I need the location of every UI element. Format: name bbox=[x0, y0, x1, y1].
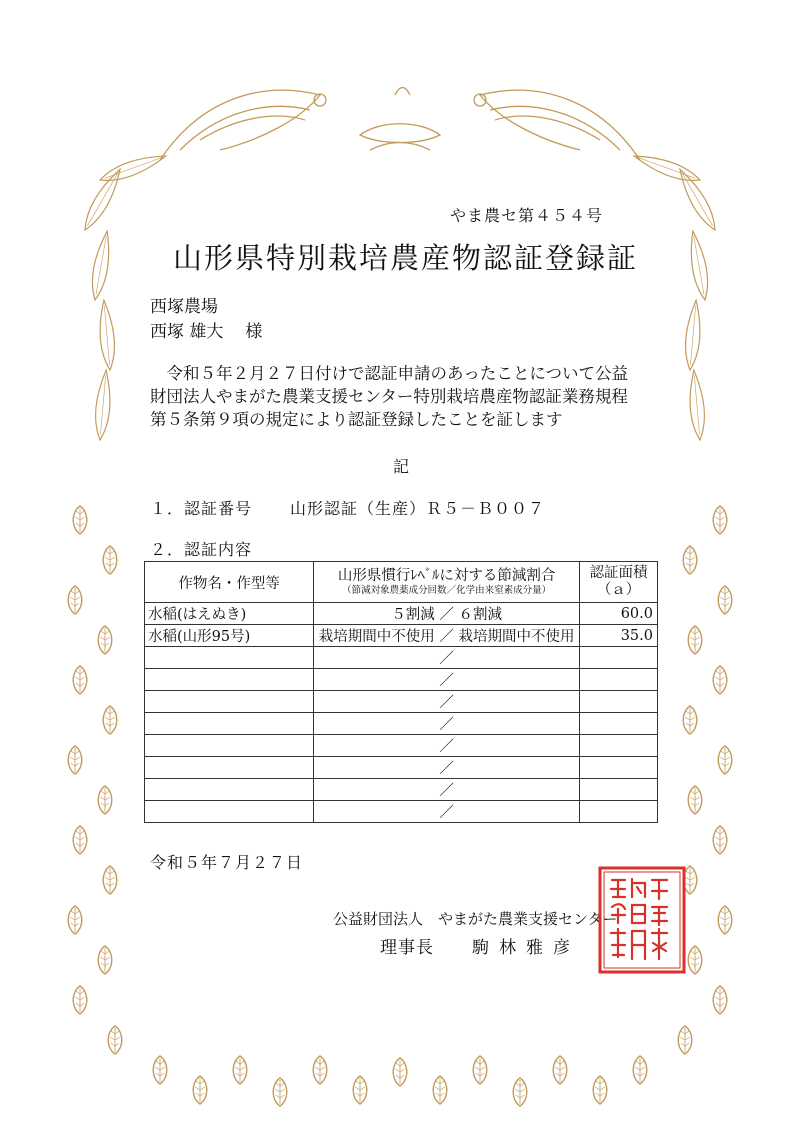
table-row bbox=[145, 603, 658, 625]
cell-reduction: ／ bbox=[314, 757, 580, 779]
cell-area bbox=[580, 713, 658, 735]
cell-reduction: ／ bbox=[314, 735, 580, 757]
table-row bbox=[145, 669, 658, 691]
cell-reduction: ／ bbox=[314, 691, 580, 713]
cell-crop bbox=[145, 691, 314, 713]
table-header-row bbox=[145, 562, 658, 603]
cell-area bbox=[580, 735, 658, 757]
issuer-name: 駒林雅彦 bbox=[472, 938, 580, 958]
certificate-title: 山形県特別栽培農産物認証登録証 bbox=[173, 241, 639, 275]
cell-area bbox=[580, 801, 658, 823]
table-row bbox=[145, 647, 658, 669]
cell-reduction: ／ bbox=[314, 801, 580, 823]
cell-area: 35.0 bbox=[580, 625, 658, 647]
official-seal bbox=[597, 865, 687, 975]
cell-crop bbox=[145, 647, 314, 669]
recipient-name: 西塚 雄大 bbox=[150, 322, 224, 342]
document-number: やま農セ第４５４号 bbox=[450, 206, 604, 225]
cell-crop bbox=[145, 713, 314, 735]
issuer-organization: 公益財団法人 やまがた農業支援センター bbox=[333, 910, 618, 928]
header-reduction bbox=[314, 562, 580, 603]
cell-area bbox=[580, 779, 658, 801]
body-line: 第５条第９項の規定により認証登録したことを証します bbox=[150, 410, 563, 429]
bottom-border-leaves bbox=[153, 1056, 647, 1106]
cell-crop bbox=[145, 801, 314, 823]
header-area-unit: （ａ） bbox=[596, 582, 641, 598]
header-area bbox=[580, 562, 658, 603]
table-row bbox=[145, 713, 658, 735]
cell-crop bbox=[145, 779, 314, 801]
cell-area bbox=[580, 647, 658, 669]
top-phoenix-ornament bbox=[160, 88, 640, 161]
cell-reduction: 栽培期間中不使用 ／ 栽培期間中不使用 bbox=[314, 625, 580, 647]
issue-date: 令和５年７月２７日 bbox=[150, 853, 304, 872]
cell-reduction: ／ bbox=[314, 647, 580, 669]
cell-reduction: ／ bbox=[314, 713, 580, 735]
cell-reduction: ／ bbox=[314, 779, 580, 801]
body-line: 令和５年２月２７日付けで認証申請のあったことについて公益 bbox=[150, 364, 629, 383]
body-line: 財団法人やまがた農業支援センター特別栽培農産物認証業務規程 bbox=[150, 387, 628, 406]
issuer-line bbox=[380, 933, 580, 958]
cell-crop: 水稲(はえぬき) bbox=[145, 603, 314, 625]
ki-heading: 記 bbox=[393, 457, 410, 476]
header-reduction-sub: （節減対象農薬成分回数／化学由来窒素成分量） bbox=[342, 585, 552, 596]
issuer-title: 理事長 bbox=[380, 938, 434, 958]
cell-crop bbox=[145, 757, 314, 779]
header-crop: 作物名・作型等 bbox=[145, 562, 314, 603]
certificate-body bbox=[150, 362, 660, 431]
table-row bbox=[145, 779, 658, 801]
cell-reduction: ／ bbox=[314, 669, 580, 691]
table-row bbox=[145, 625, 658, 647]
certification-number-label: １．認証番号 bbox=[150, 499, 253, 518]
table-row bbox=[145, 801, 658, 823]
table-row bbox=[145, 757, 658, 779]
cell-reduction: ５割減 ／ ６割減 bbox=[314, 603, 580, 625]
certification-content-label: ２．認証内容 bbox=[150, 540, 253, 559]
cell-area bbox=[580, 669, 658, 691]
certification-number-value: 山形認証（生産）Ｒ５－Ｂ００７ bbox=[290, 499, 546, 518]
cell-crop bbox=[145, 735, 314, 757]
cell-area bbox=[580, 691, 658, 713]
certification-content-table bbox=[144, 561, 658, 823]
header-reduction-main: 山形県慣行ﾚﾍﾞﾙに対する節減割合 bbox=[337, 568, 556, 584]
cell-crop bbox=[145, 669, 314, 691]
header-area-main: 認証面積 bbox=[589, 565, 648, 581]
table-row bbox=[145, 735, 658, 757]
cell-area bbox=[580, 757, 658, 779]
recipient-name-line bbox=[150, 317, 262, 342]
certification-number-line bbox=[150, 496, 545, 519]
cell-crop: 水稲(山形95号) bbox=[145, 625, 314, 647]
cell-area: 60.0 bbox=[580, 603, 658, 625]
table-row bbox=[145, 691, 658, 713]
recipient-honorific: 様 bbox=[245, 322, 263, 342]
recipient-farm: 西塚農場 bbox=[150, 297, 218, 317]
